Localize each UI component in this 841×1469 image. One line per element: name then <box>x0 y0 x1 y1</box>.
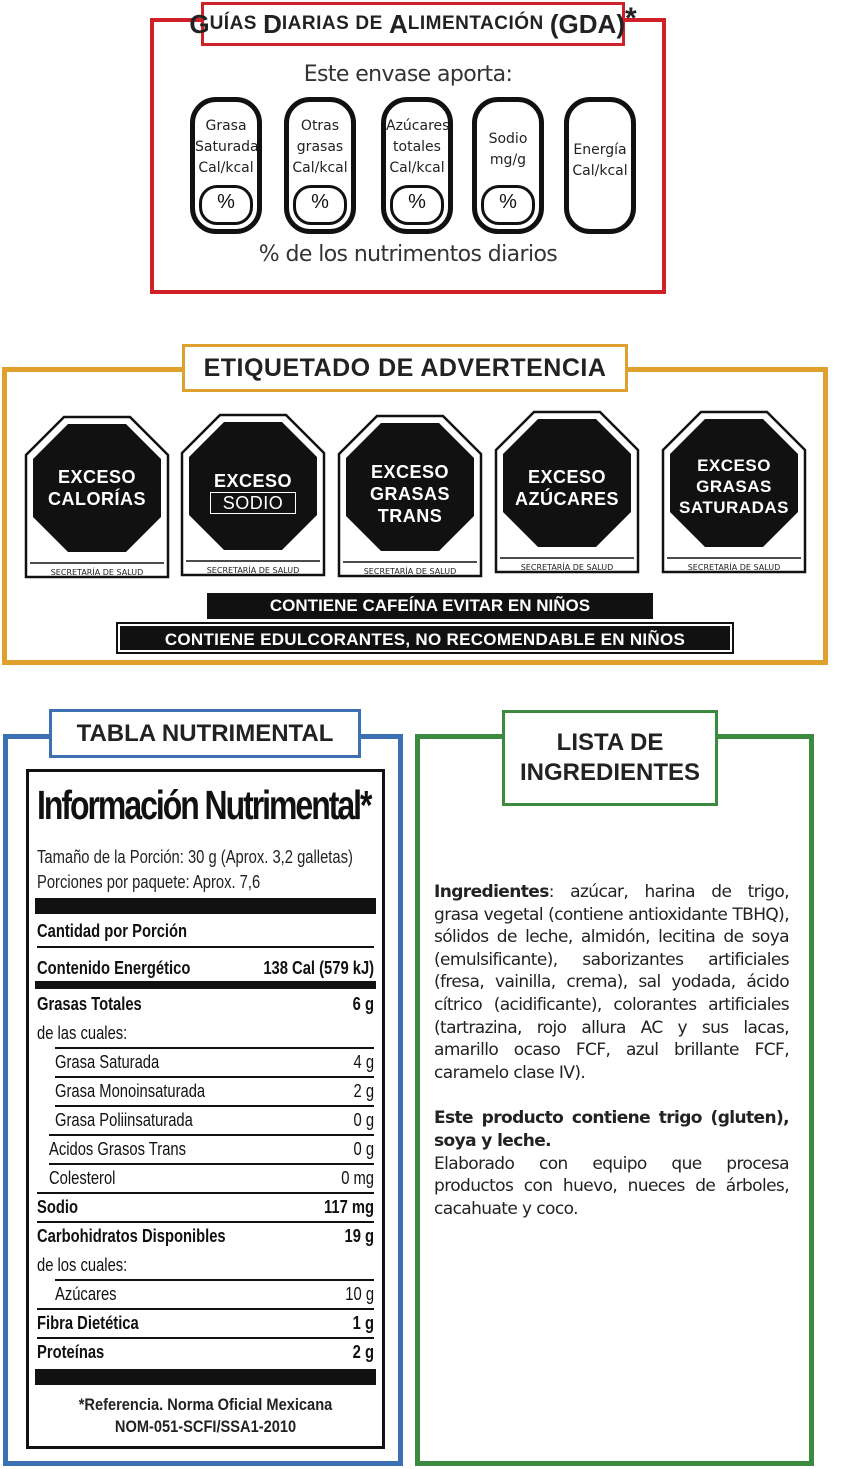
legend-cafeina: CONTIENE CAFEÍNA EVITAR EN NIÑOS <box>207 593 653 619</box>
gda-otras-grasas: Otras grasas Cal/kcal % <box>284 97 356 234</box>
nutrient-row: Contenido Energético 138 Cal (579 kJ) <box>37 958 374 978</box>
legend-edulcorantes: CONTIENE EDULCORANTES, NO RECOMENDABLE EN NIÑOS <box>118 624 732 652</box>
seal-exceso-grasas-trans: EXCESO GRASAS TRANS SECRETARÍA DE SALUD <box>337 414 483 578</box>
gda-pct: % <box>481 185 535 225</box>
medium-divider <box>35 981 376 989</box>
nutrient-row: Grasas Totales 6 g <box>37 994 374 1014</box>
nutrient-row: Acidos Grasos Trans 0 g <box>49 1139 374 1159</box>
gda-sodio: Sodio mg/g % <box>472 97 544 234</box>
gda-pct: % <box>390 185 444 225</box>
nutrient-row: Colesterol 0 mg <box>49 1168 374 1188</box>
thick-divider <box>35 1369 376 1385</box>
reference-note: *Referencia. Norma Oficial Mexicana NOM-051-SCFI/SSA1-2010 <box>78 1395 333 1436</box>
nutrient-row: Carbohidratos Disponibles 19 g <box>37 1226 374 1246</box>
allergen-statement: Este producto contiene trigo (gluten), soya y leche. <box>434 1108 789 1151</box>
nutrition-heading: Información Nutrimental* <box>37 782 371 828</box>
tabla-nutrimental-title: TABLA NUTRIMENTAL <box>49 709 361 758</box>
nutrient-row: Cantidad por Porción <box>37 921 188 941</box>
process-statement: Elaborado con equipo que procesa productos con huevo, nueces de árboles, cacahuate y coco. <box>434 1153 789 1219</box>
nutrient-row: de las cuales: <box>37 1023 128 1043</box>
seal-exceso-azucares: EXCESO AZÚCARES SECRETARÍA DE SALUD <box>494 410 640 574</box>
serving-size: Tamaño de la Porción: 30 g (Aprox. 3,2 galletas) <box>37 847 353 867</box>
nutrient-row: de los cuales: <box>37 1255 128 1275</box>
ingredientes-title: LISTA DE INGREDIENTES <box>502 710 718 806</box>
nutrient-row: Grasa Monoinsaturada 2 g <box>55 1081 374 1101</box>
ingredientes-list: : azúcar, harina de trigo, grasa vegetal (contiene antioxidante TBHQ), sólidos de leche, almidón, lecitina de soya (emulsificante), saborizantes artificiales (fresa, vainilla, crema), sal yodada, ácido cítrico (acidificante), colorantes artificiales (tartrazina, rojo allura AC y sus lacas, amarillo ocaso FCF, azul brillante FCF, caramelo clase IV). <box>434 882 789 1083</box>
gda-subtitle: Este envase aporta: <box>303 62 513 87</box>
nutrition-facts <box>26 769 385 1449</box>
nutrient-row: Grasa Poliinsaturada 0 g <box>55 1110 374 1130</box>
gda-energia: Energía Cal/kcal <box>564 97 636 234</box>
ingredientes-text <box>434 881 789 1220</box>
gda-title: G UÍAS D IARIAS DE A LIMENTACIÓN (GDA) * <box>201 2 625 46</box>
ingredientes-label: Ingredientes <box>434 882 549 902</box>
nutrient-row: Grasa Saturada 4 g <box>55 1052 374 1072</box>
gda-footer: % de los nutrimentos diarios <box>258 242 558 267</box>
gda-azucares: Azúcares totales Cal/kcal % <box>381 97 453 234</box>
divider <box>37 946 374 948</box>
gda-pct: % <box>293 185 347 225</box>
advertencia-title: ETIQUETADO DE ADVERTENCIA <box>182 344 628 392</box>
nutrient-row: Fibra Dietética 1 g <box>37 1313 374 1333</box>
gda-pct: % <box>199 185 253 225</box>
seal-exceso-grasas-saturadas: EXCESO GRASAS SATURADAS SECRETARÍA DE SALUD <box>661 410 807 574</box>
seal-exceso-sodio: EXCESO SODIO SECRETARÍA DE SALUD <box>180 413 326 577</box>
nutrient-row: Sodio 117 mg <box>37 1197 374 1217</box>
gda-grasa-saturada: Grasa Saturada Cal/kcal % <box>190 97 262 234</box>
nutrient-row: Proteínas 2 g <box>37 1342 374 1362</box>
seal-exceso-calorias: EXCESO CALORÍAS SECRETARÍA DE SALUD <box>24 415 170 579</box>
nutrient-row: Azúcares 10 g <box>55 1284 374 1304</box>
servings-per-package: Porciones por paquete: Aprox. 7,6 <box>37 872 261 892</box>
thick-divider <box>35 898 376 914</box>
